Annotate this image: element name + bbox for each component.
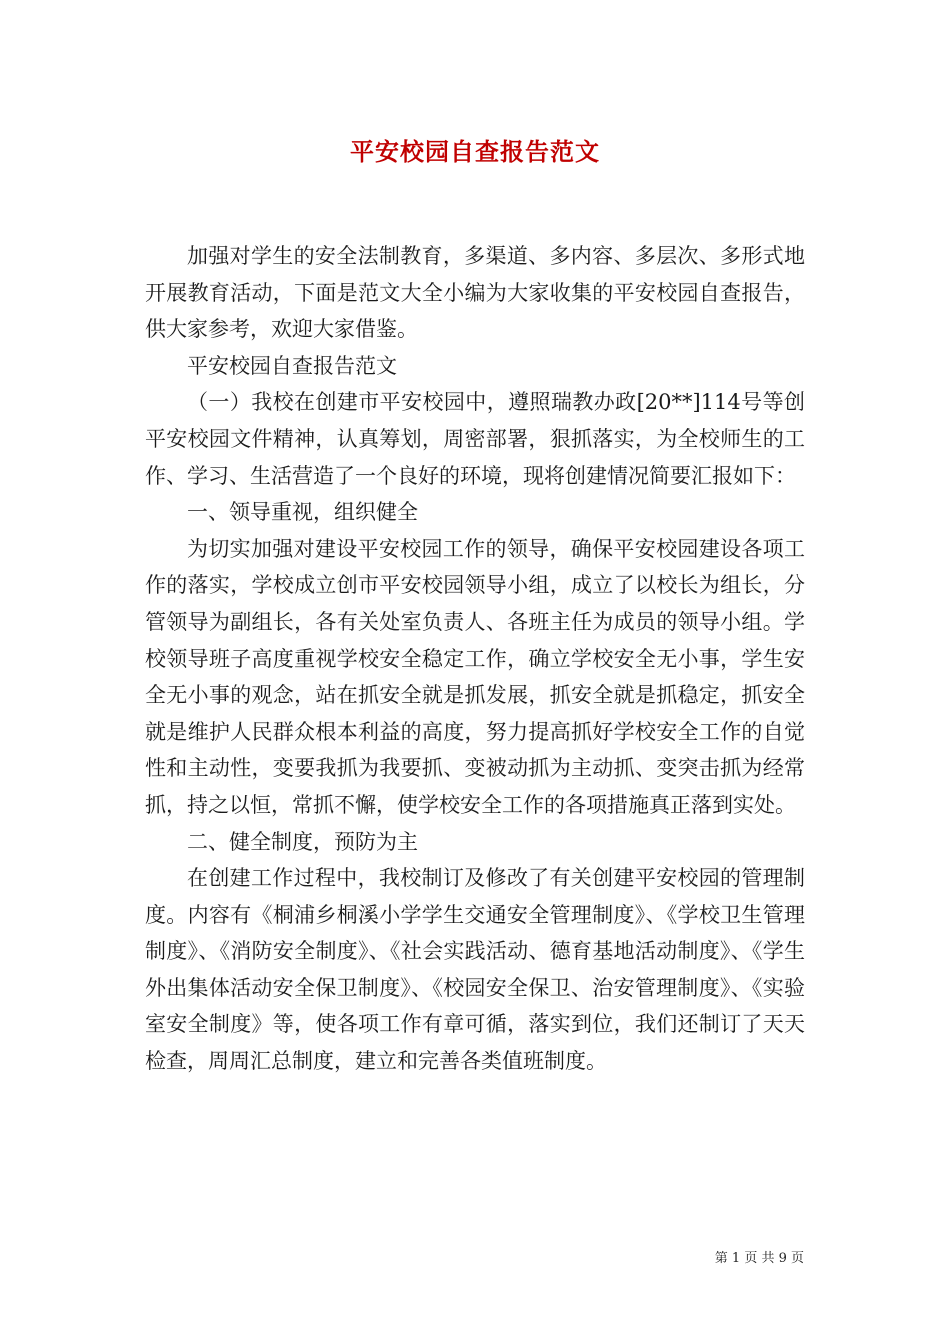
section-heading-2: 二、健全制度，预防为主 bbox=[187, 829, 418, 854]
document-title: 平安校园自查报告范文 bbox=[350, 137, 600, 166]
section-2-paragraph: 在创建工作过程中，我校制订及修改了有关创建平安校园的管理制度。内容有《桐浦乡桐溪小学学生交通安全管理制度》、《学校卫生管理制度》、《消防安全制度》、《社会实践活动、德育基地活动制度》、《学生外出集体活动安全保卫制度》、《校园安全保卫、治安管理制度》、《实验室安全制度》等，使各项工作有章可循，落实到位，我们还制订了天天检查，周周汇总制度，建立和完善各类值班制度。 bbox=[145, 866, 805, 1074]
page-number-footer: 第 1 页 共 9 页 bbox=[714, 1251, 804, 1266]
section-heading-1: 一、领导重视，组织健全 bbox=[187, 500, 418, 525]
document-body bbox=[145, 238, 805, 1080]
section-1-paragraph: 为切实加强对建设平安校园工作的领导，确保平安校园建设各项工作的落实，学校成立创市平安校园领导小组，成立了以校长为组长，分管领导为副组长，各有关处室负责人、各班主任为成员的领导小组。学校领导班子高度重视学校安全稳定工作，确立学校安全无小事，学生安全无小事的观念，站在抓安全就是抓发展，抓安全就是抓稳定，抓安全就是维护人民群众根本利益的高度，努力提高抓好学校安全工作的自觉性和主动性，变要我抓为我要抓、变被动抓为主动抓、变突击抓为经常抓，持之以恒，常抓不懈，使学校安全工作的各项措施真正落到实处。 bbox=[145, 536, 805, 817]
subtitle-paragraph: 平安校园自查报告范文 bbox=[187, 353, 397, 378]
section-intro-paragraph: （一）我校在创建市平安校园中，遵照瑞教办政[20**]114号等创平安校园文件精神，认真筹划，周密部署，狠抓落实，为全校师生的工作、学习、生活营造了一个良好的环境，现将创建情况简要汇报如下： bbox=[145, 390, 805, 488]
intro-paragraph: 加强对学生的安全法制教育，多渠道、多内容、多层次、多形式地开展教育活动，下面是范文大全小编为大家收集的平安校园自查报告，供大家参考，欢迎大家借鉴。 bbox=[145, 244, 805, 342]
